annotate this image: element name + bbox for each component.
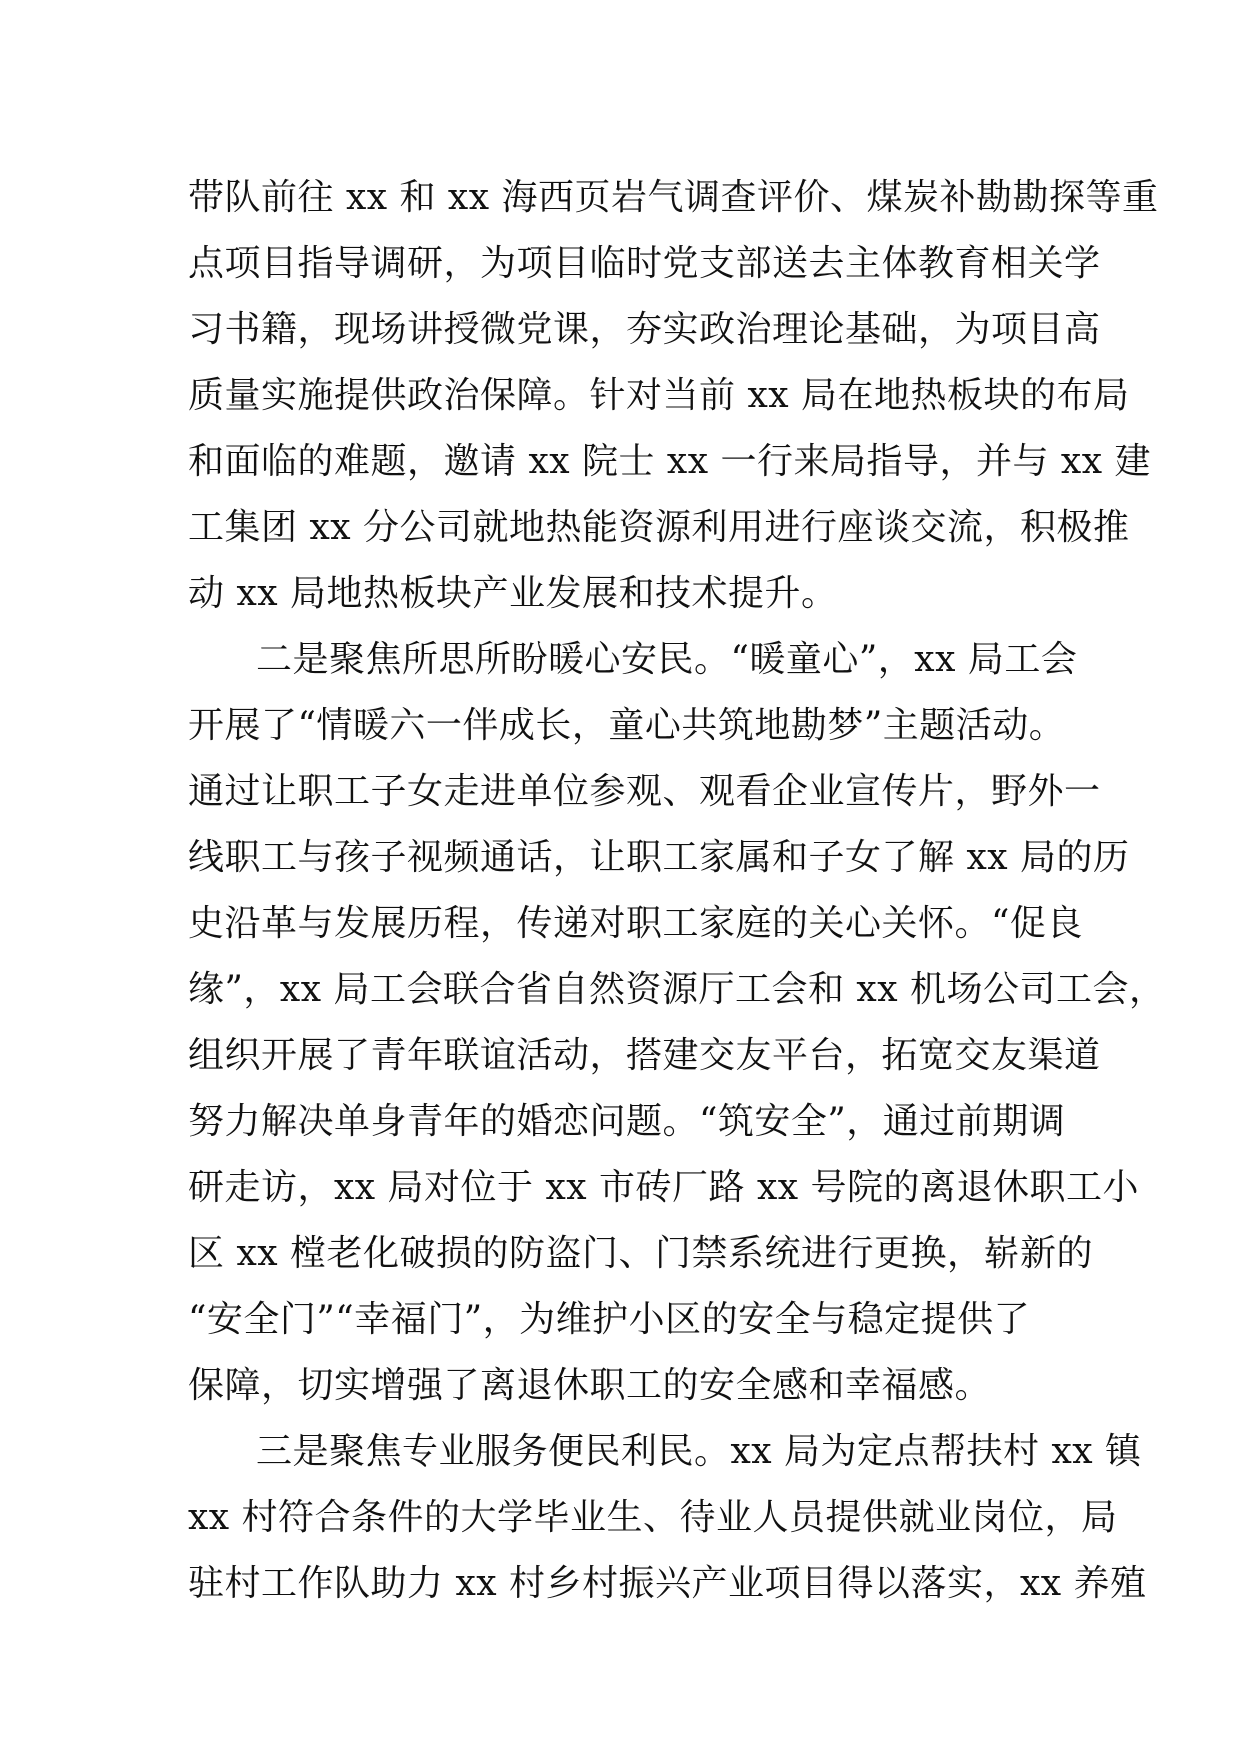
body-text <box>188 165 1166 1617</box>
text-line: 习书籍，现场讲授微党课，夯实政治理论基础，为项目高 <box>188 309 1101 350</box>
text-line: 组织开展了青年联谊活动，搭建交友平台，拓宽交友渠道 <box>188 1035 1101 1076</box>
text-line: 工集团 xx 分公司就地热能资源利用进行座谈交流，积极推 <box>188 507 1130 548</box>
text-line: xx 村符合条件的大学毕业生、待业人员提供就业岗位，局 <box>188 1497 1118 1538</box>
text-line: 努力解决单身青年的婚恋问题。“筑安全”，通过前期调 <box>188 1101 1066 1142</box>
text-line: “安全门”“幸福门”，为维护小区的安全与稳定提供了 <box>188 1299 1031 1340</box>
text-line: 保障，切实增强了离退休职工的安全感和幸福感。 <box>188 1365 992 1406</box>
paragraph-start-line: 三是聚焦专业服务便民利民。xx 局为定点帮扶村 xx 镇 <box>256 1431 1142 1472</box>
text-line: 史沿革与发展历程，传递对职工家庭的关心关怀。“促良 <box>188 903 1083 944</box>
text-line: 动 xx 局地热板块产业发展和技术提升。 <box>188 573 838 614</box>
text-line: 区 xx 樘老化破损的防盗门、门禁系统进行更换，崭新的 <box>188 1233 1093 1274</box>
text-line: 研走访，xx 局对位于 xx 市砖厂路 xx 号院的离退休职工小 <box>188 1167 1140 1208</box>
text-line: 和面临的难题，邀请 xx 院士 xx 一行来局指导，并与 xx 建 <box>188 441 1151 482</box>
text-line: 通过让职工子女走进单位参观、观看企业宣传片，野外一 <box>188 771 1101 812</box>
text-line: 线职工与孩子视频通话，让职工家属和子女了解 xx 局的历 <box>188 837 1130 878</box>
text-line: 缘”，xx 局工会联合省自然资源厅工会和 xx 机场公司工会， <box>188 969 1166 1010</box>
text-line: 带队前往 xx 和 xx 海西页岩气调查评价、煤炭补勘勘探等重 <box>188 177 1159 218</box>
text-line: 点项目指导调研，为项目临时党支部送去主体教育相关学 <box>188 243 1101 284</box>
text-line: 质量实施提供政治保障。针对当前 xx 局在地热板块的布局 <box>188 375 1130 416</box>
text-line: 驻村工作队助力 xx 村乡村振兴产业项目得以落实，xx 养殖 <box>188 1563 1147 1604</box>
text-line: 开展了“情暖六一伴成长，童心共筑地勘梦”主题活动。 <box>188 705 1066 746</box>
paragraph-start-line: 二是聚焦所思所盼暖心安民。“暖童心”，xx 局工会 <box>256 639 1078 680</box>
